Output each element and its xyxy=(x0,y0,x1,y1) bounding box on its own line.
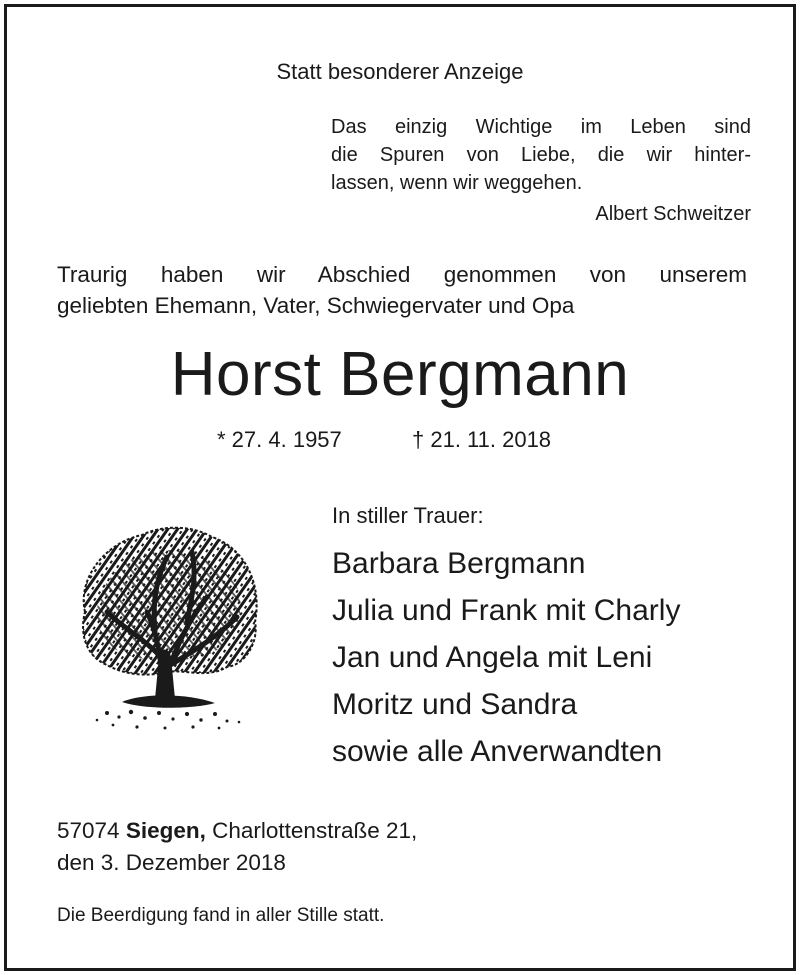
quote-line: lassen, wenn wir weggehen. xyxy=(331,172,583,194)
street: Charlottenstraße 21, xyxy=(212,818,418,843)
mourners-list xyxy=(332,540,680,775)
quote-line: Das einzig Wichtige im Leben sind xyxy=(331,116,751,138)
postcode: 57074 xyxy=(57,818,120,843)
deceased-name: Horst Bergmann xyxy=(170,340,630,409)
intro-line: Traurig haben wir Abschied genommen von unserem xyxy=(57,262,747,287)
mourner-name: Moritz und Sandra xyxy=(332,688,578,721)
family-address xyxy=(57,815,417,879)
tree-icon xyxy=(67,517,267,742)
death-date: † 21. 11. 2018 xyxy=(412,427,552,452)
mourner-name: Jan und Angela mit Leni xyxy=(332,641,653,674)
birth-date: * 27. 4. 1957 xyxy=(217,427,342,452)
funeral-note: Die Beerdigung fand in aller Stille statt. xyxy=(57,905,385,926)
date-line: den 3. Dezember 2018 xyxy=(57,850,286,875)
obituary-notice xyxy=(4,4,796,971)
mourner-name: Julia und Frank mit Charly xyxy=(332,594,681,627)
notice-header: Statt besonderer Anzeige xyxy=(276,59,524,84)
mourner-name: Barbara Bergmann xyxy=(332,547,586,580)
quote xyxy=(331,113,751,197)
mourning-heading: In stiller Trauer: xyxy=(332,503,484,528)
intro-text xyxy=(57,259,747,321)
quote-author: Albert Schweitzer xyxy=(595,203,751,225)
address-line xyxy=(57,815,417,847)
quote-line: die Spuren von Liebe, die wir hinter- xyxy=(331,144,751,166)
city: Siegen, xyxy=(125,818,206,843)
intro-line: geliebten Ehemann, Vater, Schwiegervater und Opa xyxy=(57,293,575,318)
mourner-name: sowie alle Anverwandten xyxy=(332,735,663,768)
